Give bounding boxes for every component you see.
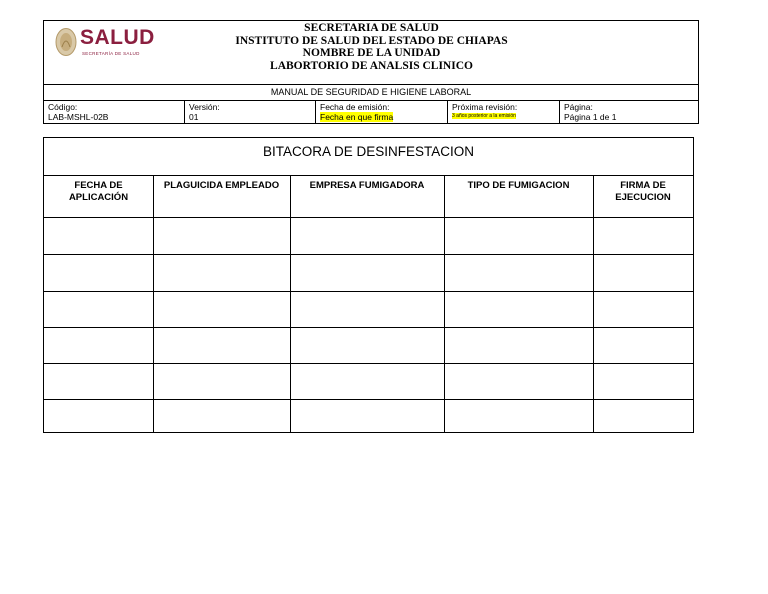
logo-word: SALUD bbox=[80, 26, 155, 49]
column-header-tipo: TIPO DE FUMIGACION bbox=[467, 180, 570, 191]
log-grid bbox=[44, 175, 693, 432]
version-value: 01 bbox=[189, 112, 199, 122]
table-row bbox=[44, 363, 693, 364]
logo bbox=[44, 21, 155, 84]
column-header-empresa: EMPRESA FUMIGADORA bbox=[309, 180, 425, 191]
table-row bbox=[44, 291, 693, 292]
column-header-fecha: FECHA DE APLICACIÓN bbox=[68, 180, 129, 203]
revision-value: 3 años posterior a la emisión bbox=[452, 113, 516, 119]
column-header-plaguicida: PLAGUICIDA EMPLEADO bbox=[163, 180, 280, 191]
meta-version bbox=[185, 101, 316, 124]
header-line-4: LABORTORIO DE ANALSIS CLINICO bbox=[270, 59, 473, 72]
logo-subtitle: SECRETARÍA DE SALUD bbox=[82, 51, 140, 56]
codigo-value: LAB-MSHL-02B bbox=[48, 112, 109, 122]
revision-label: Próxima revisión: bbox=[452, 102, 518, 112]
institution-titles bbox=[144, 21, 599, 84]
manual-title: MANUAL DE SEGURIDAD E HIGIENE LABORAL bbox=[44, 84, 698, 100]
meta-pagina bbox=[560, 101, 698, 124]
codigo-label: Código: bbox=[48, 102, 78, 112]
disinfestation-log-table bbox=[43, 137, 694, 433]
pagina-value: Página 1 de 1 bbox=[564, 112, 617, 122]
log-title: BITACORA DE DESINFESTACION bbox=[262, 144, 475, 159]
pagina-label: Página: bbox=[564, 102, 593, 112]
header-line-3: NOMBRE DE LA UNIDAD bbox=[302, 47, 441, 59]
document-meta-row bbox=[44, 100, 698, 124]
table-row bbox=[44, 217, 693, 218]
meta-codigo bbox=[44, 101, 185, 124]
header-line-2: INSTITUTO DE SALUD DEL ESTADO DE CHIAPAS bbox=[235, 34, 508, 47]
meta-revision bbox=[448, 101, 560, 124]
emision-label: Fecha de emisión: bbox=[320, 102, 390, 112]
seal-icon bbox=[55, 27, 77, 57]
document-header bbox=[43, 20, 699, 124]
header-line-1: SECRETARIA DE SALUD bbox=[304, 22, 439, 34]
version-label: Versión: bbox=[189, 102, 220, 112]
table-row bbox=[44, 399, 693, 400]
meta-emision bbox=[316, 101, 448, 124]
table-row bbox=[44, 254, 693, 255]
emision-value: Fecha en que firma bbox=[320, 112, 394, 122]
column-header-firma: FIRMA DE EJECUCION bbox=[615, 180, 671, 203]
table-row bbox=[44, 327, 693, 328]
